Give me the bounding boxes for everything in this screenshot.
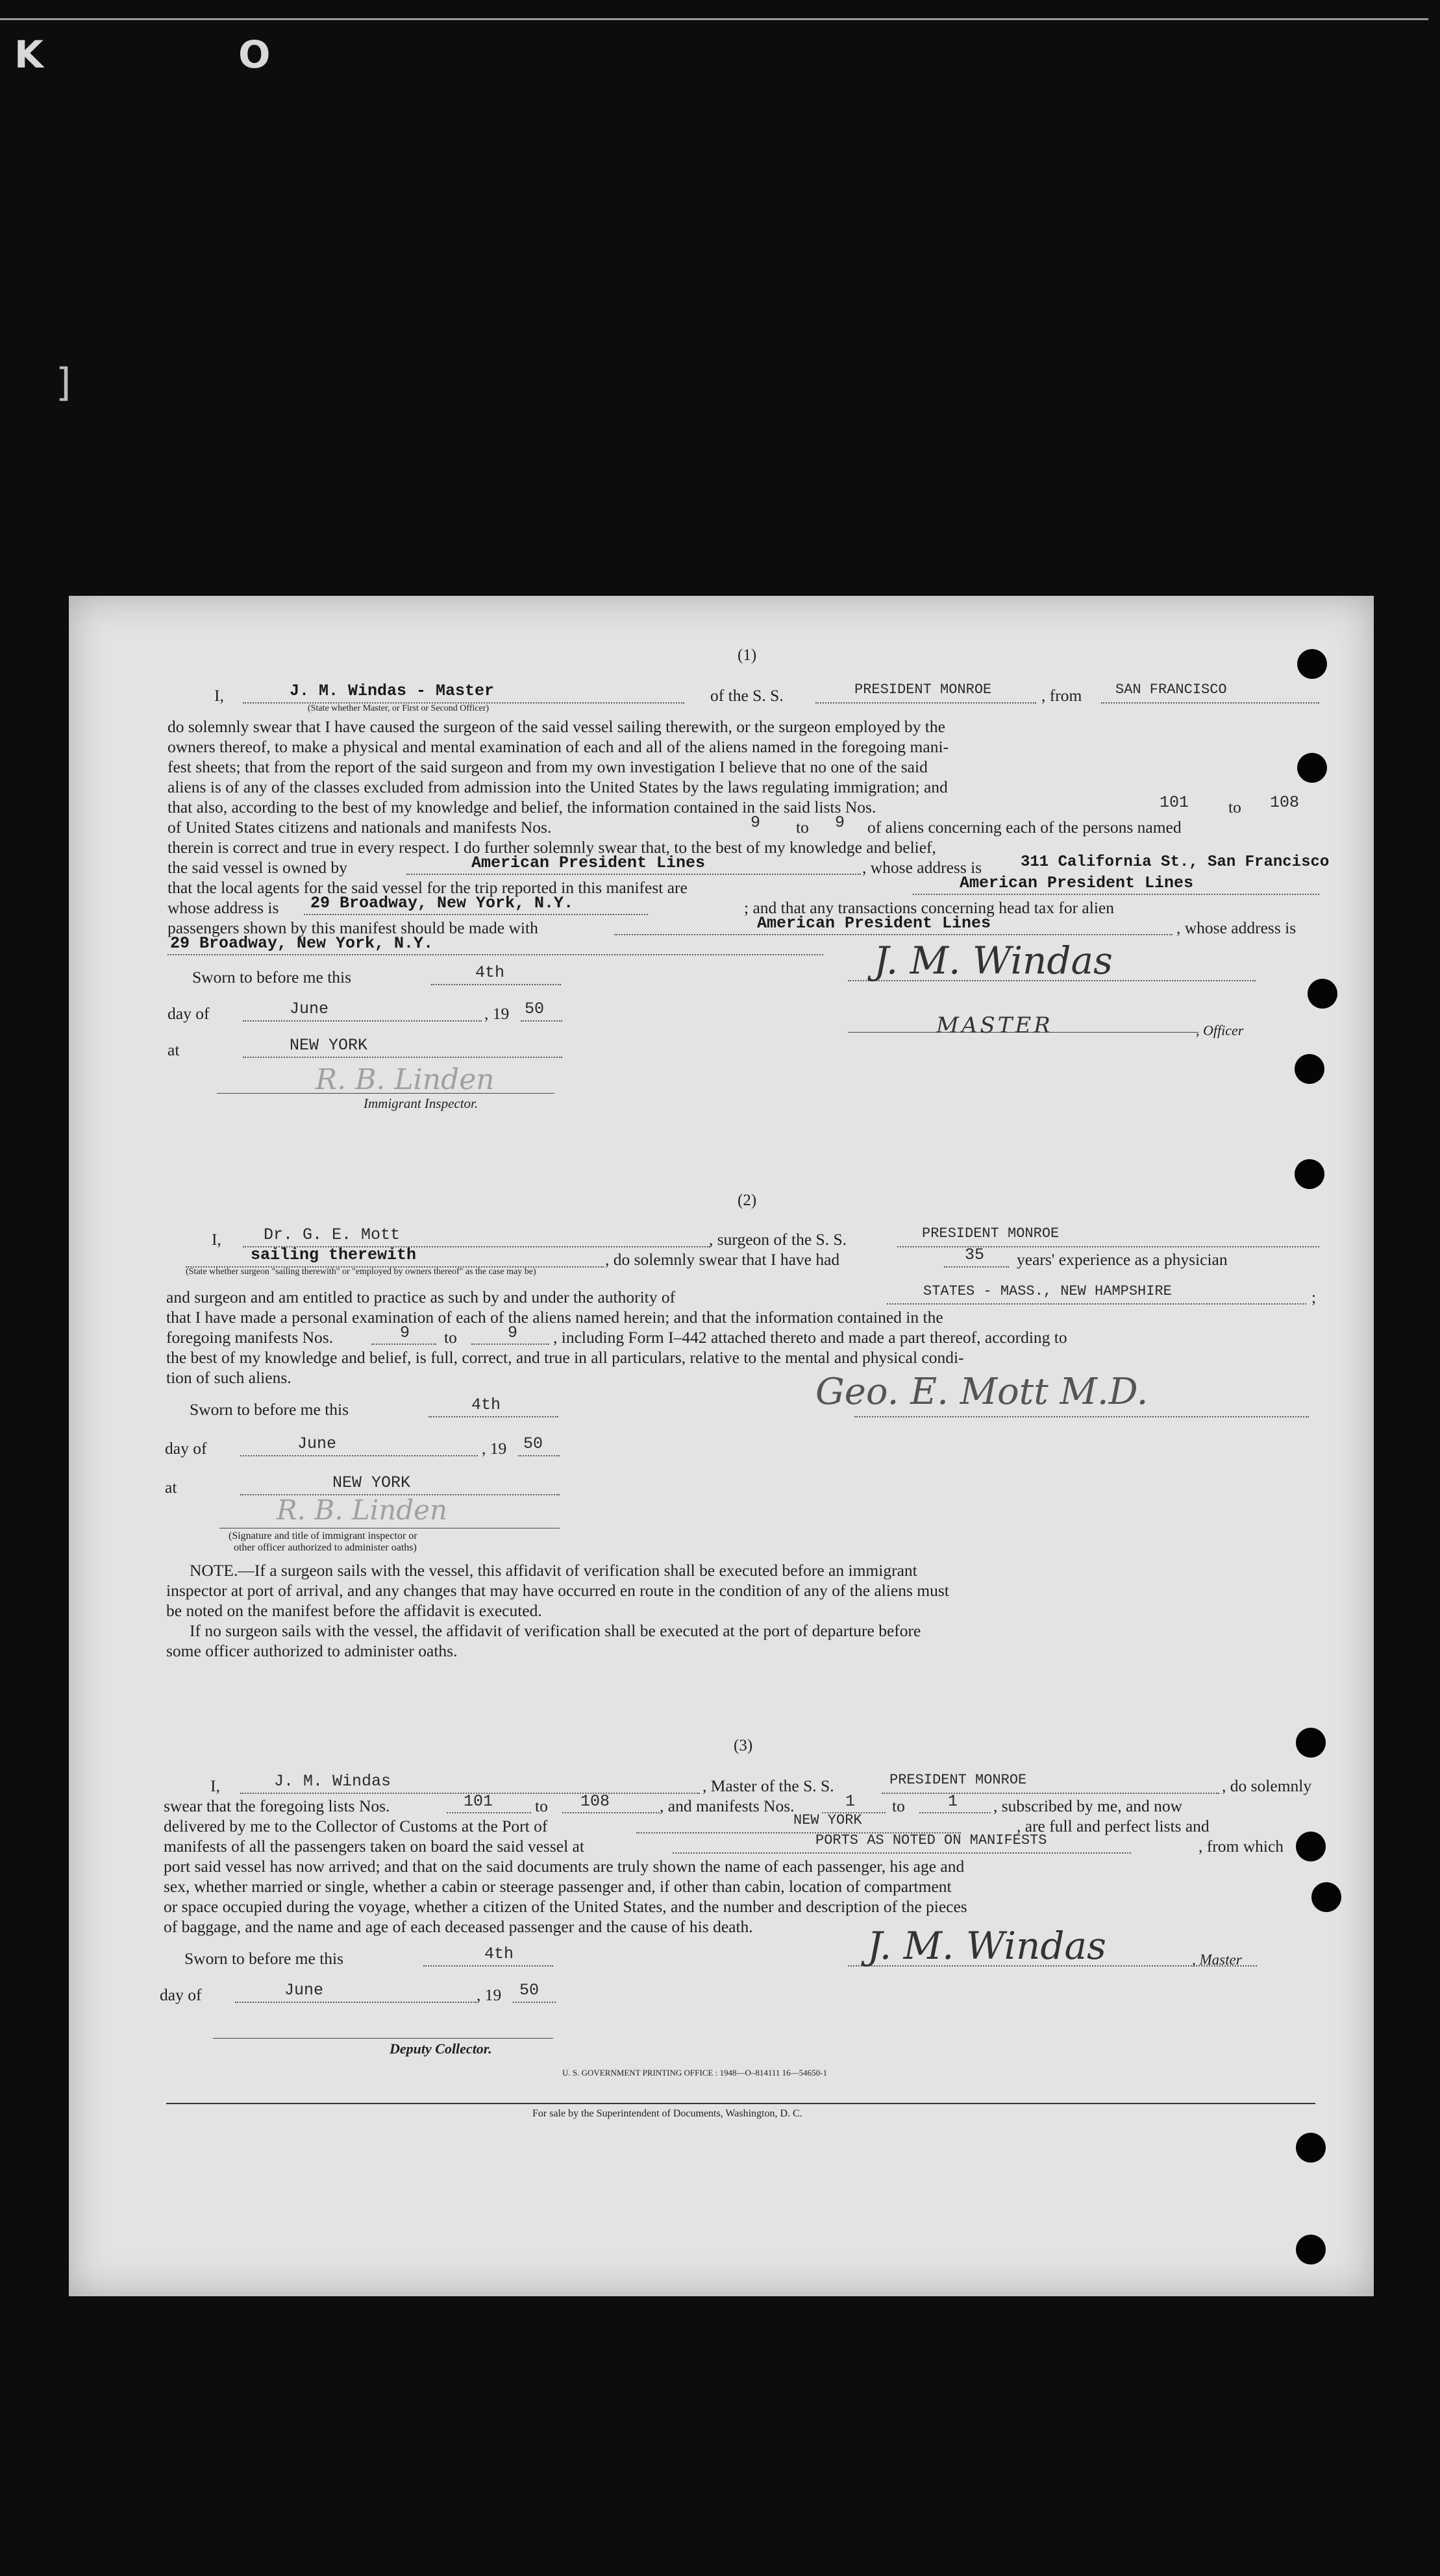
s3-line-7: or space occupied during the voyage, whether a citizen of the United States, and the number and description of the pieces — [164, 1897, 967, 1916]
punch-hole — [1296, 1728, 1326, 1758]
headtax-agent: American President Lines — [757, 914, 991, 933]
of-ss-label: of the S. S. — [710, 686, 784, 705]
s2-sworn-label: Sworn to before me this — [190, 1400, 349, 1419]
s1-line-7a: of United States citizens and nationals and manifests Nos. — [168, 818, 552, 837]
punch-hole — [1295, 1159, 1324, 1189]
s3-sworn-day: 4th — [484, 1944, 514, 1963]
s3-line-2a: swear that the foregoing lists Nos. — [164, 1797, 390, 1815]
sailing-status: sailing therewith — [251, 1245, 417, 1264]
port-from: SAN FRANCISCO — [1115, 681, 1227, 698]
s1-line-3: owners thereof, to make a physical and mental examination of each and all of the aliens named in the foregoing mani- — [168, 737, 949, 756]
s2-caption: (State whether surgeon "sailing therewith" or "employed by owners thereof" as the case may be) — [186, 1267, 536, 1277]
film-edge-line — [0, 18, 1428, 20]
agents-name: American President Lines — [960, 874, 1194, 892]
manifests-from: 9 — [751, 813, 761, 832]
to-word: to — [796, 818, 809, 837]
s1-line-10: that the local agents for the said vessel for the trip reported in this manifest are — [168, 878, 688, 897]
s2-month: June — [297, 1434, 337, 1453]
s2-line-4: that I have made a personal examination of each of the aliens named herein; and that the information contained in the — [166, 1308, 943, 1327]
owner-address: 311 California St., San Francisco — [1021, 853, 1330, 871]
s1-place: NEW YORK — [290, 1036, 368, 1055]
section-2-number: (2) — [738, 1192, 757, 1209]
film-corner-mark: K O — [14, 32, 362, 77]
s3-line-8: of baggage, and the name and age of each deceased passenger and the cause of his death. — [164, 1917, 753, 1936]
s3-line-6: sex, whether married or single, whether a cabin or steerage passenger and, if other than cabin, location of compartment — [164, 1877, 952, 1896]
s1-line-2: do solemnly swear that I have caused the surgeon of the said vessel sailing therewith, or the surgeon employed by the — [168, 717, 945, 736]
surgeon-of-label: , surgeon of the S. S. — [709, 1230, 847, 1249]
s1-line-4: fest sheets; that from the report of the said surgeon and from my own investigation I believe that no one of the said — [168, 757, 928, 776]
s1-inspector-caption: Immigrant Inspector. — [364, 1096, 478, 1111]
s3-line-4a: manifests of all the passengers taken on board the said vessel at — [164, 1837, 584, 1856]
section-3-number: (3) — [734, 1737, 753, 1754]
s3-ports-taken: PORTS AS NOTED ON MANIFESTS — [815, 1832, 1047, 1848]
s3-year: 50 — [519, 1981, 540, 2000]
s3-line-5: port said vessel has now arrived; and that on the said documents are truly shown the name of each passenger, his age and — [164, 1857, 965, 1876]
punch-hole — [1311, 1882, 1341, 1912]
s1-sworn-label: Sworn to before me this — [192, 968, 352, 987]
footer-rule — [166, 2103, 1315, 2104]
s3-master-caption: , Master — [1192, 1952, 1242, 1968]
s3-to-word: to — [892, 1797, 905, 1815]
punch-hole — [1296, 2235, 1326, 2264]
lists-to: 108 — [1270, 793, 1300, 812]
s1-line-6: that also, according to the best of my knowledge and belief, the information contained in the said lists Nos. — [168, 798, 876, 816]
s2-line-5a: foregoing manifests Nos. — [166, 1328, 334, 1347]
s2-manifests-to: 9 — [508, 1323, 518, 1342]
s2-year: 50 — [523, 1434, 543, 1453]
vessel-name: PRESIDENT MONROE — [854, 681, 992, 698]
s2-at-label: at — [165, 1478, 177, 1497]
for-sale-line: For sale by the Superintendent of Documents, Washington, D. C. — [532, 2108, 802, 2119]
s3-line-4b: , from which — [1198, 1837, 1284, 1856]
note-line-3: be noted on the manifest before the affidavit is executed. — [166, 1601, 542, 1620]
s2-inspector-signature: R. B. Linden — [277, 1494, 448, 1526]
from-label: , from — [1041, 686, 1082, 705]
s2-place: NEW YORK — [332, 1473, 411, 1492]
s1-day-of: day of — [168, 1004, 210, 1023]
s1-year-prefix: , 19 — [484, 1004, 510, 1023]
s3-line-3a: delivered by me to the Collector of Customs at the Port of — [164, 1817, 548, 1835]
punch-hole — [1308, 979, 1337, 1009]
section-2-i-label: I, — [212, 1230, 221, 1249]
agents-address: 29 Broadway, New York, N.Y. — [310, 894, 574, 913]
s1-line-7b: of aliens concerning each of the persons named — [867, 818, 1182, 837]
s3-lists-from: 101 — [464, 1792, 493, 1811]
s3-solemnly: , do solemnly — [1222, 1776, 1312, 1795]
s2-vessel: PRESIDENT MONROE — [922, 1225, 1060, 1242]
s3-day-of: day of — [160, 1985, 202, 2004]
affidavit-page: (1) I, J. M. Windas - Master (State whether Master, or First or Second Officer) of the S. S. PRESIDENT MONROE , from SAN FRANCISCO do solemnly swear that I have caused the surgeon of the said vessel sailing therewith, or the surgeon employed by the owners thereof, to make a physical and mental examination of each and all of the aliens named in the foregoing mani- fest sheets; that from the report of the said surgeon and from my own investigation I believe that no one of the said aliens is of any of the classes excluded from admission into the United States by the laws regulating immigration; and that also, according to the best of my knowledge and belief, the information contained in the said lists Nos. 101 to 108 of United States citizens and nationals and manifests Nos. 9 to 9 of aliens concerning each of the persons named therein is correct and true in every respect. I do further solemnly swear that, to the best of my knowledge and belief, the said vessel is owned by American President Lines , whose address is 311 California St., San Francisco that the local agents for the said vessel for the trip reported in this manifest are American President Lines whose address is 29 Broadway, New York, N.Y. ; and that any transactions concerning head tax for alien passengers shown by this manifest should be made with American President Lines , whose address is 29 Broadway, New York, N.Y. Sworn to before me this 4th day of June , 19 50 at NEW YORK R. B. Linden Immigrant Inspector. J. M. Windas MASTER , Officer (2) I, Dr. G. E. Mott , surgeon of the S. S. PRESIDENT MONROE sailing therewith , do solemnly swear that I have had 35 years' experience as a physician (State whether surgeon "sailing therewith" or "employed by owners thereof" as the case may be) and surgeon and am entitled to practice as such by and under the authority of STATES - MASS., NEW HAMPSHIRE ; that I have made a personal examination of each of the aliens named herein; and that the information contained in the foregoing manifests Nos. 9 to 9 , including Form I–442 attached thereto and made a part thereof, according to the best of my knowledge and belief, is full, correct, and true in all particulars, relative to the mental and physical condi- tion of such aliens. Sworn to before me this 4th day of June , 19 50 at NEW YORK R. B. Linden (Signature and title of immigrant inspector or other officer authorized to administer oaths) Geo. E. Mott M.D. NOTE.—If a surgeon sails with the vessel, this affidavit of verification shall be executed before an immigrant inspector at port of arrival, and any changes that may have occurred en route in the condition of any of the aliens must be noted on the manifest before the affidavit is executed. If no surgeon sails with the vessel, the affidavit of verification shall be executed at the port of departure before some officer authorized to administer oaths. (3) I, J. M. Windas , Master of the S. S. PRESIDENT MONROE , do solemnly swear that the foregoing lists Nos. 101 to 108 , and manifests Nos. 1 to 1 , subscribed by me, and now delivered by me to the Collector of Customs at the Port of NEW YORK , are full and perfect lists and manifests of all the passengers taken on board the said vessel at PORTS AS NOTED ON MANIFESTS , from which port said vessel has now arrived; and that on the said documents are truly shown the name of each passenger, his age and sex, whether married or single, whether a cabin or steerage passenger and, if other than cabin, location of compartment or space occupied during the voyage, whether a citizen of the United States, and the number and description of the pieces of baggage, and the name and age of each deceased passenger and the cause of his death. Sworn to before me this 4th day of June , 19 50 Deputy Collector. J. M. Windas , Master U. S. GOVERNMENT PRINTING OFFICE : 1948—O–814111 16—54650-1 For sale by the Superintendent of Documents, Washington, D. C. — [69, 596, 1374, 2296]
s3-sworn-label: Sworn to before me this — [184, 1949, 344, 1968]
s1-month: June — [290, 1000, 329, 1018]
s2-line-7: tion of such aliens. — [166, 1368, 292, 1387]
lists-from: 101 — [1160, 793, 1189, 812]
master-name: J. M. Windas - Master — [290, 681, 495, 700]
s3-master-name: J. M. Windas — [274, 1772, 391, 1791]
surgeon-name: Dr. G. E. Mott — [264, 1225, 401, 1244]
section-1-number: (1) — [738, 646, 757, 664]
s3-manifests-to: 1 — [948, 1792, 958, 1811]
s2-inspector-caption-1: (Signature and title of immigrant inspector or — [229, 1530, 417, 1541]
s2-to-word: to — [444, 1328, 457, 1347]
s2-day-of: day of — [165, 1439, 207, 1458]
printing-office-line: U. S. GOVERNMENT PRINTING OFFICE : 1948—O–814111 16—54650-1 — [562, 2068, 827, 2078]
s1-year: 50 — [525, 1000, 545, 1018]
s1-line-12a: passengers shown by this manifest should be made with — [168, 918, 538, 937]
s3-line-2c: , subscribed by me, and now — [993, 1797, 1183, 1815]
authority: STATES - MASS., NEW HAMPSHIRE — [923, 1283, 1172, 1299]
section-3-i-label: I, — [210, 1776, 220, 1795]
s2-sworn-day: 4th — [471, 1395, 501, 1414]
s3-line-3b: , are full and perfect lists and — [1017, 1817, 1210, 1835]
master-caption: (State whether Master, or First or Second Officer) — [308, 704, 490, 713]
punch-hole — [1295, 1054, 1324, 1084]
years-text: years' experience as a physician — [1017, 1250, 1228, 1269]
s1-sworn-day: 4th — [475, 963, 505, 982]
s1-line-12b: , whose address is — [1176, 918, 1297, 937]
film-bracket-mark: ] — [56, 360, 71, 406]
deputy-caption: Deputy Collector. — [390, 2041, 492, 2057]
punch-hole — [1296, 1832, 1326, 1861]
s2-inspector-caption-2: other officer authorized to administer oaths) — [234, 1542, 417, 1553]
s3-port: NEW YORK — [793, 1812, 862, 1828]
s1-at-label: at — [168, 1040, 180, 1059]
note-line-2: inspector at port of arrival, and any changes that may have occurred en route in the condition of any of the aliens must — [166, 1581, 949, 1600]
s2-year-prefix: , 19 — [482, 1439, 507, 1458]
note-line-5: some officer authorized to administer oaths. — [166, 1641, 458, 1660]
manifests-to: 9 — [835, 813, 845, 832]
punch-hole — [1297, 649, 1327, 679]
s1-line-5: aliens is of any of the classes excluded from admission into the United States by the laws regulating immigration; and — [168, 778, 948, 796]
s2-swear-text: , do solemnly swear that I have had — [605, 1250, 840, 1269]
s3-month: June — [284, 1981, 324, 2000]
years-experience: 35 — [965, 1245, 985, 1264]
s2-line-5b: , including Form I–442 attached thereto and made a part thereof, according to — [553, 1328, 1067, 1347]
s2-manifests-from: 9 — [400, 1323, 410, 1342]
s2-line-6: the best of my knowledge and belief, is full, correct, and true in all particulars, relative to the mental and physical condi- — [166, 1348, 964, 1367]
punch-hole — [1297, 753, 1327, 783]
s3-to-word: to — [535, 1797, 548, 1815]
s2-line-3a: and surgeon and am entitled to practice as such by and under the authority of — [166, 1288, 676, 1306]
s1-line-11b: ; and that any transactions concerning head tax for alien — [744, 898, 1114, 917]
s1-officer-title: MASTER — [936, 1012, 1053, 1038]
s1-line-8: therein is correct and true in every respect. I do further solemnly swear that, to the best of my knowledge and belief, — [168, 838, 936, 857]
owner-name: American President Lines — [471, 853, 706, 872]
section-1-i-label: I, — [214, 686, 224, 705]
s1-line-9b: , whose address is — [862, 858, 982, 877]
headtax-address: 29 Broadway, New York, N.Y. — [170, 934, 434, 953]
s3-lists-to: 108 — [580, 1792, 610, 1811]
s3-year-prefix: , 19 — [477, 1985, 502, 2004]
s1-line-9a: the said vessel is owned by — [168, 858, 347, 877]
s3-vessel: PRESIDENT MONROE — [889, 1772, 1027, 1788]
s1-officer-caption: , Officer — [1196, 1022, 1244, 1038]
s3-manifests-from: 1 — [845, 1792, 856, 1811]
surgeon-signature: Geo. E. Mott M.D. — [815, 1371, 1148, 1413]
to-word: to — [1228, 798, 1241, 816]
s1-officer-signature: J. M. Windas — [874, 938, 1113, 983]
note-line-4: If no surgeon sails with the vessel, the affidavit of verification shall be executed at the port of departure before — [190, 1621, 921, 1640]
note-line-1: NOTE.—If a surgeon sails with the vessel, this affidavit of verification shall be executed before an immigrant — [190, 1561, 917, 1580]
punch-hole — [1296, 2133, 1326, 2163]
s3-master-signature: J. M. Windas — [867, 1924, 1106, 1968]
s1-line-11a: whose address is — [168, 898, 279, 917]
s3-line-2b: , and manifests Nos. — [660, 1797, 795, 1815]
s1-inspector-signature: R. B. Linden — [316, 1063, 495, 1096]
s3-master-of: , Master of the S. S. — [702, 1776, 834, 1795]
